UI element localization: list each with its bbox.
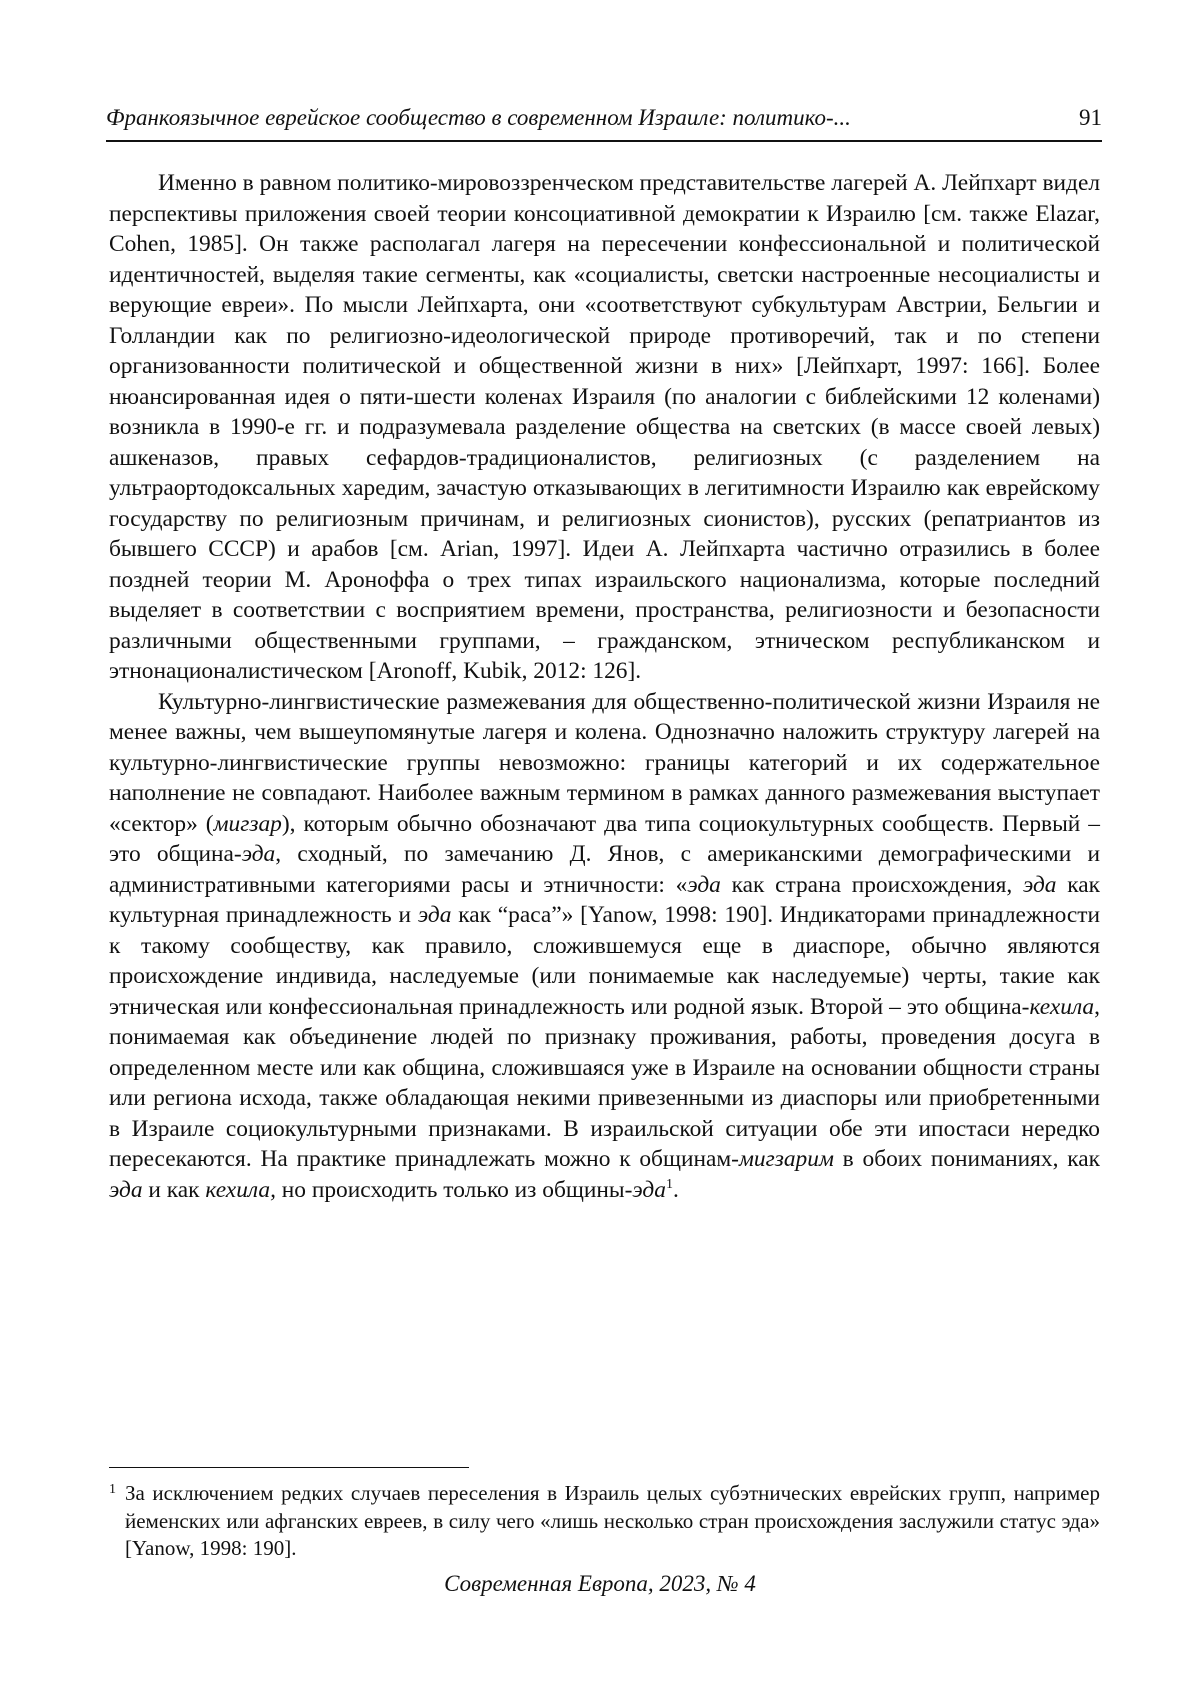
italic-term: эда: [241, 841, 276, 867]
footnote-divider: [109, 1467, 469, 1468]
text-run: как “раса”» [Yanow, 1998: 190]. Индикаторами принадлежности к такому сообществу, как правило, сложившемуся еще в диаспоре, обычно являются происхождение индивида, наследуемые (или понимаемые как наследуемые) черты, такие как этническая или конфессиональная принадлежность или родной язык. Второй – это община-: [109, 902, 1100, 1020]
italic-term: эда: [632, 1176, 666, 1203]
text-run: как страна происхождения,: [720, 871, 1023, 898]
text-run: и как: [142, 1176, 206, 1203]
paragraph-1: Именно в равном политико-мировоззренческом представительстве лагерей А. Лейпхарт видел перспективы приложения своей теории консоциативной демократии к Израилю [см. также Elazar, Cohen, 1985]. Он также располагал лагеря на пересечении конфессиональной и политической идентичностей, выделяя такие сегменты, как «социалисты, светски настроенные несоциалисты и верующие евреи». По мысли Лейпхарта, они «соответствуют субкультурам Австрии, Бельгии и Голландии как по религиозно-идеологической природе противоречий, так и по степени организованности политической и общественной жизни в них» [Лейпхарт, 1997: 166]. Более нюансированная идея о пяти-шести коленах Израиля (по аналогии с библейскими 12 коленами) возникла в 1990-е гг. и подразумевала разделение общества на светских (в массе своей левых) ашкеназов, правых сефардов-традиционалистов, религиозных (с разделением на ультраортодоксальных харедим, зачастую отказывающих в легитимности Израилю как еврейскому государству по религиозным причинам, и религиозных сионистов), русских (репатриантов из бывшего СССР) и арабов [см. Arian, 1997]. Идеи А. Лейпхарта частично отразились в более поздней теории М. Аронoффа о трех типах израильского национализма, которые последний выделяет в соответствии с восприятием времени, пространства, религиозности и безопасности различными общественными группами, – гражданском, этническом республиканском и этнонационалистическом [Aronoff, Kubik, 2012: 126].: [109, 170, 1100, 684]
text-run: .: [672, 1176, 679, 1203]
paragraph-2: [109, 687, 1100, 1206]
italic-term: кехила: [1029, 993, 1095, 1020]
text-run: , понимаемая как объединение людей по признаку проживания, работы, проведения досуга в определенном месте или как община, сложившаяся уже в Израиле на основании общности страны или региона исхода, также обладающая некими привезенными из диаспоры или приобретенными в Израиле социокультурными признаками. В израильской ситуации обе эти ипостаси нередко пересекаются. На практике принадлежать можно к общинам-: [109, 993, 1100, 1172]
italic-term: мигзар: [213, 810, 282, 837]
italic-term: эда: [1022, 871, 1057, 898]
italic-term: мигзарим: [738, 1146, 834, 1172]
text-run: Культурно-лингвистические размежевания для общественно-политической жизни Израиля не менее важны, чем вышеупомянутые лагеря и колена. Однозначно наложить структуру лагерей на культурно-лингвистические группы невозможно: границы категорий и их содержательное наполнение не совпадают. Наиболее важным термином в рамках данного размежевания выступает «сектор» (: [109, 688, 1100, 837]
text-run: но происходить только из общины-: [275, 1176, 633, 1203]
text-run: ), которым обычно обозначают два типа социокультурных сообществ. Первый – это община-: [109, 810, 1100, 867]
italic-term: эда: [109, 1176, 143, 1203]
running-header: [106, 103, 1102, 133]
italic-term: кехила,: [205, 1176, 276, 1203]
footnote: [109, 1480, 1100, 1563]
footnote-text: За исключением редких случаев переселения в Израиль целых субэтнических еврейских групп, например йеменских или афганских евреев, в силу чего «лишь несколько стран происхождения заслужили статус эда» [Yanow, 1998: 190].: [125, 1481, 1100, 1560]
page-number: 91: [1079, 105, 1102, 130]
journal-footer: Современная Европа, 2023, № 4: [444, 1571, 756, 1596]
body-text: [109, 168, 1100, 1205]
footnote-mark: 1: [109, 1482, 116, 1497]
footnote-reference[interactable]: 1: [665, 1176, 673, 1192]
text-run: , сходный, по замечанию Д. Янов, с американскими демографическими и административными категориями расы и этничности: «: [109, 841, 1100, 898]
italic-term: эда: [687, 871, 721, 898]
text-run: как культурная принадлежность и: [109, 871, 1101, 928]
italic-term: эда: [417, 902, 452, 928]
text-run: в обоих пониманиях, как: [833, 1146, 1100, 1172]
header-divider: [106, 140, 1102, 142]
running-title: Франкоязычное еврейское сообщество в современном Израиле: политико-...: [106, 105, 851, 130]
